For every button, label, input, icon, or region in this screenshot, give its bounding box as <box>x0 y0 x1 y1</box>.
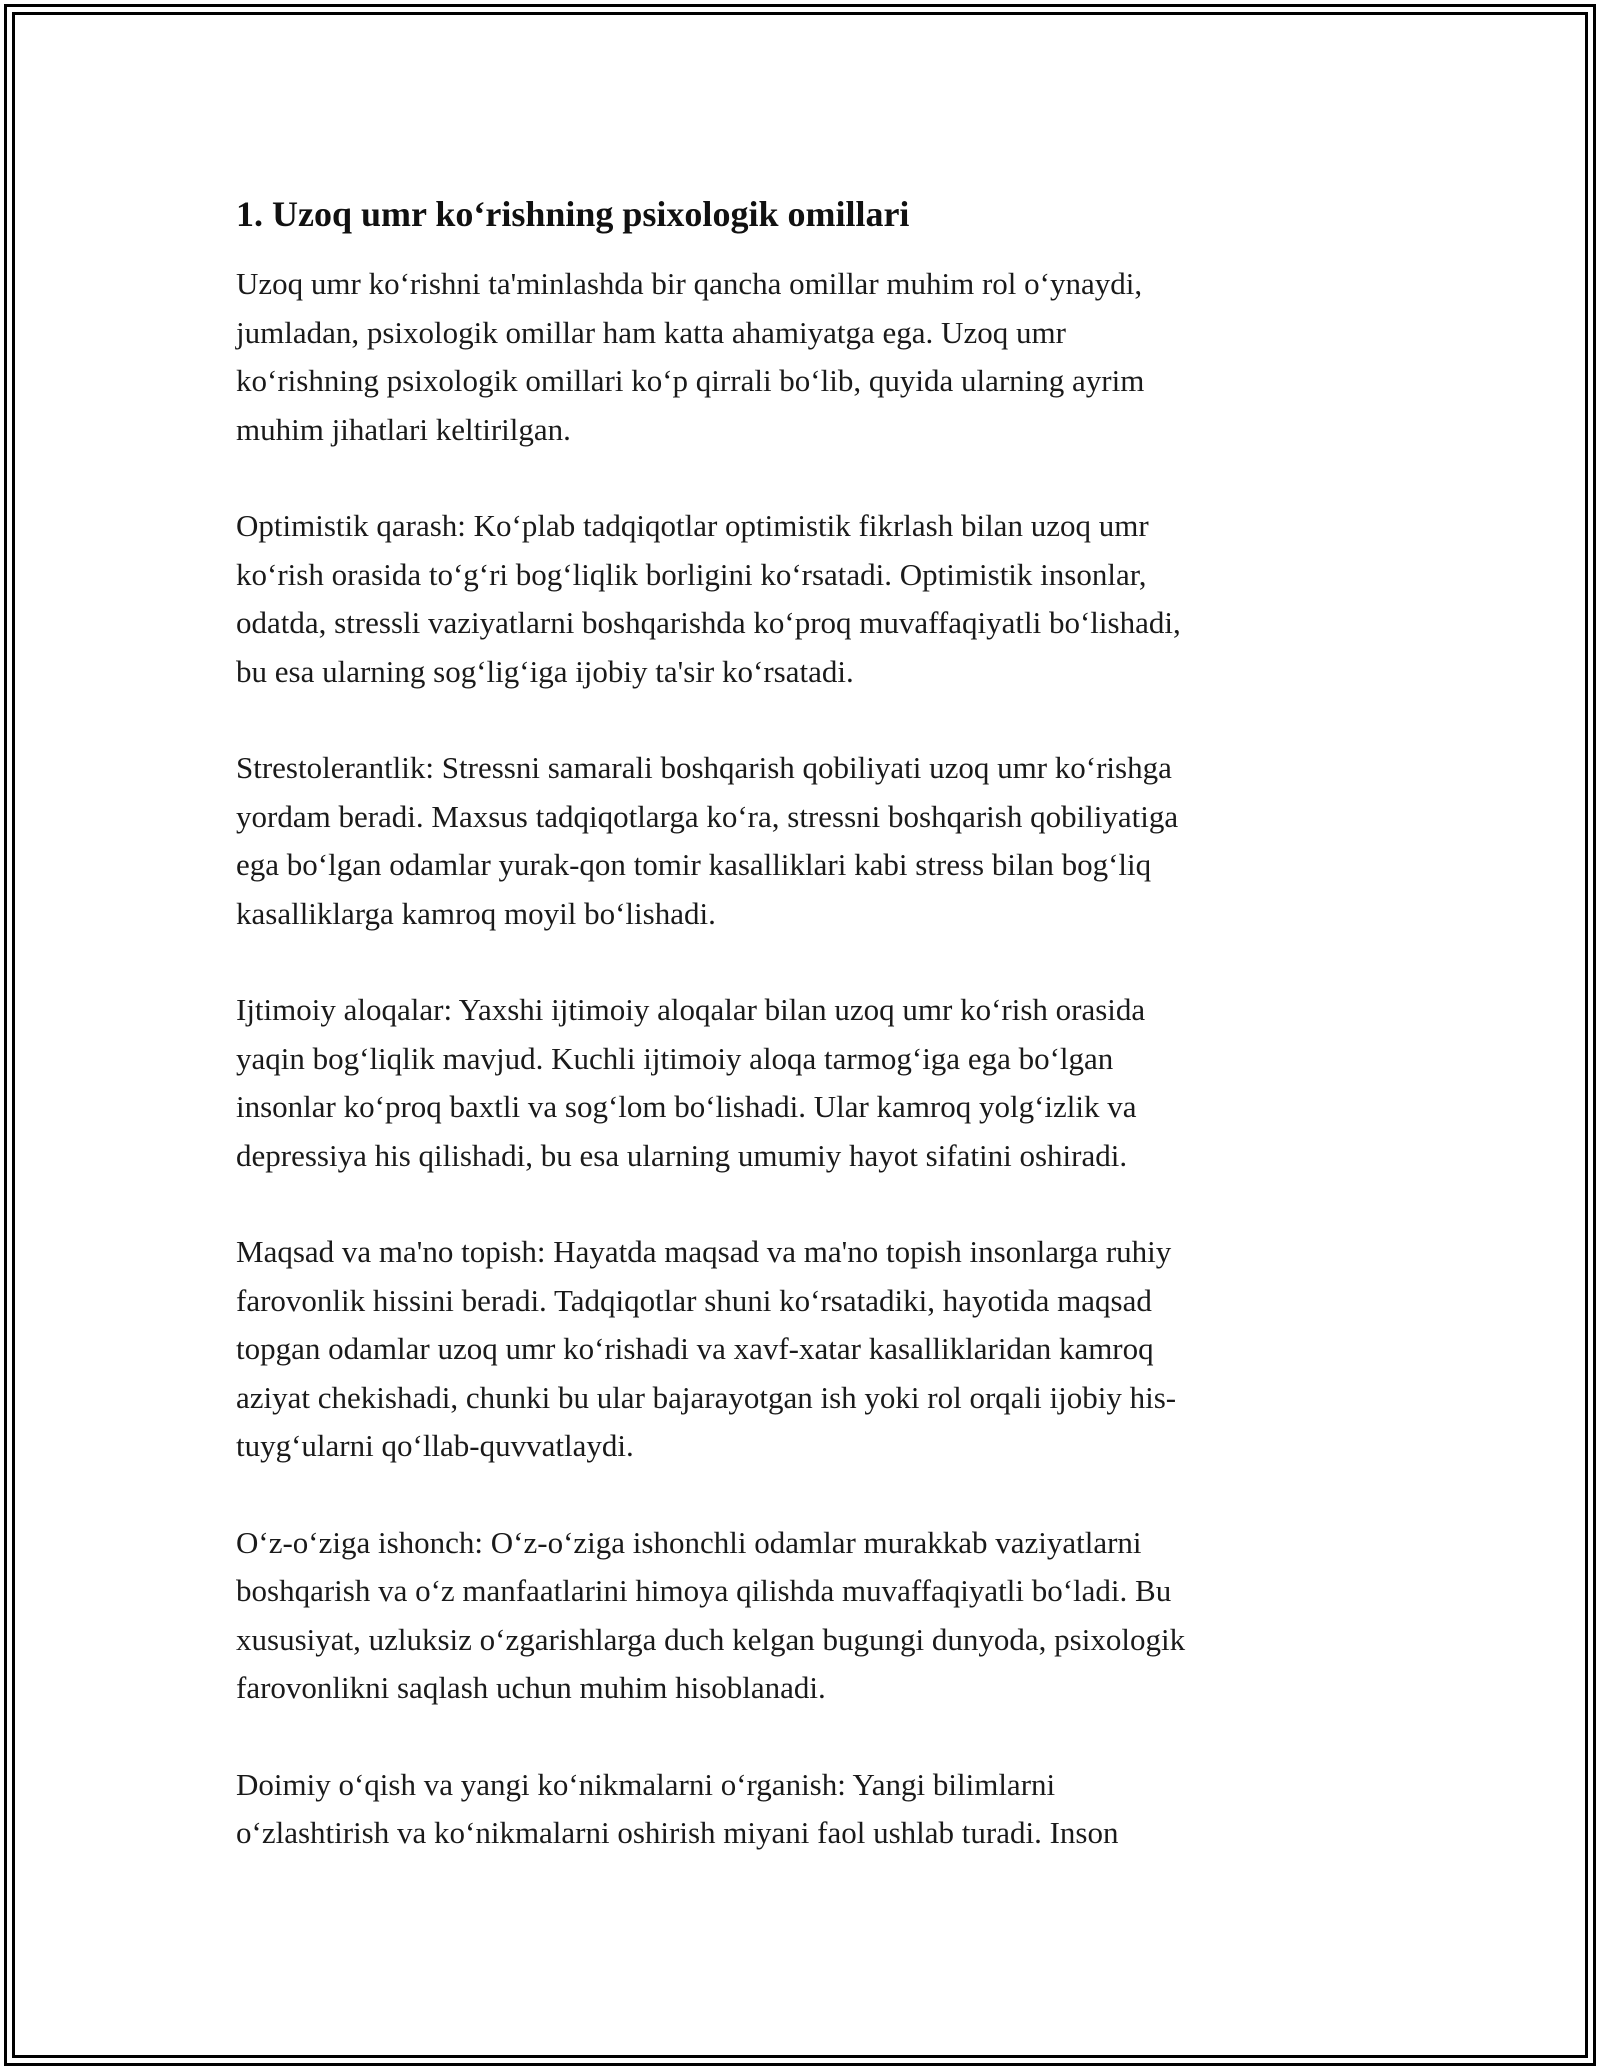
text-line: topgan odamlar uzoq umr koʻrishadi va xavf-xatar kasalliklaridan kamroq <box>236 1331 1154 1366</box>
text-line: yordam beradi. Maxsus tadqiqotlarga koʻra, stressni boshqarish qobiliyatiga <box>236 798 1179 834</box>
text-line: Maqsad va ma'no topish: Hayatda maqsad va ma'no topish insonlarga ruhiy <box>236 1234 1172 1269</box>
text-line: Doimiy oʻqish va yangi koʻnikmalarni oʻrganish: Yangi bilimlarni <box>236 1766 1056 1802</box>
text-line: aziyat chekishadi, chunki bu ular bajarayotgan ish yoki rol orqali ijobiy his- <box>236 1379 1177 1415</box>
text-line: Optimistik qarash: Koʻplab tadqiqotlar optimistik fikrlash bilan uzoq umr <box>236 508 1149 543</box>
paragraph-self-confidence <box>236 1519 1366 1713</box>
paragraph-lifelong-learning <box>236 1761 1366 1858</box>
text-line: odatda, stressli vaziyatlarni boshqarishda koʻproq muvaffaqiyatli boʻlishadi, <box>236 605 1181 640</box>
text-line: jumladan, psixologik omillar ham katta ahamiyatga ega. Uzoq umr <box>236 314 1066 350</box>
document-page <box>236 190 1366 1858</box>
text-line: muhim jihatlari keltirilgan. <box>236 411 571 447</box>
text-line: kasalliklarga kamroq moyil boʻlishadi. <box>236 895 716 931</box>
text-line: farovonlikni saqlash uchun muhim hisoblanadi. <box>236 1670 826 1705</box>
text-line: boshqarish va oʻz manfaatlarini himoya qilishda muvaffaqiyatli boʻladi. Bu <box>236 1573 1172 1608</box>
text-line: ega boʻlgan odamlar yurak-qon tomir kasalliklari kabi stress bilan bogʻliq <box>236 847 1152 882</box>
text-line: tuygʻularni qoʻllab-quvvatlaydi. <box>236 1428 634 1463</box>
text-line: Ijtimoiy aloqalar: Yaxshi ijtimoiy aloqalar bilan uzoq umr koʻrish orasida <box>236 992 1146 1027</box>
text-line: bu esa ularning sogʻligʻiga ijobiy ta'sir koʻrsatadi. <box>236 653 854 689</box>
text-line: koʻrishning psixologik omillari koʻp qirrali boʻlib, quyida ularning ayrim <box>236 363 1145 398</box>
text-line: xususiyat, uzluksiz oʻzgarishlarga duch kelgan bugungi dunyoda, psixologik <box>236 1621 1186 1657</box>
text-line: koʻrish orasida toʻgʻri bogʻliqlik borligini koʻrsatadi. Optimistik insonlar, <box>236 556 1147 592</box>
text-line: depressiya his qilishadi, bu esa ularning umumiy hayot sifatini oshiradi. <box>236 1137 1128 1173</box>
text-line: Oʻz-oʻziga ishonch: Oʻz-oʻziga ishonchli odamlar murakkab vaziyatlarni <box>236 1524 1142 1560</box>
section-heading: 1. Uzoq umr koʻrishning psixologik omillari <box>236 194 910 234</box>
text-line: Strestolerantlik: Stressni samarali boshqarish qobiliyati uzoq umr koʻrishga <box>236 750 1172 785</box>
paragraph-stress-tolerance <box>236 744 1366 938</box>
text-line: Uzoq umr koʻrishni ta'minlashda bir qancha omillar muhim rol oʻynaydi, <box>236 266 1143 301</box>
text-line: yaqin bogʻliqlik mavjud. Kuchli ijtimoiy aloqa tarmogʻiga ega boʻlgan <box>236 1040 1114 1076</box>
text-line: farovonlik hissini beradi. Tadqiqotlar shuni koʻrsatadiki, hayotida maqsad <box>236 1282 1152 1318</box>
text-line: insonlar koʻproq baxtli va sogʻlom boʻlishadi. Ular kamroq yolgʻizlik va <box>236 1089 1137 1124</box>
paragraph-social-ties <box>236 986 1366 1180</box>
text-line: oʻzlashtirish va koʻnikmalarni oshirish miyani faol ushlab turadi. Inson <box>236 1815 1119 1850</box>
paragraph-optimism <box>236 502 1366 696</box>
paragraph-purpose <box>236 1228 1366 1471</box>
paragraph-intro <box>236 260 1366 454</box>
